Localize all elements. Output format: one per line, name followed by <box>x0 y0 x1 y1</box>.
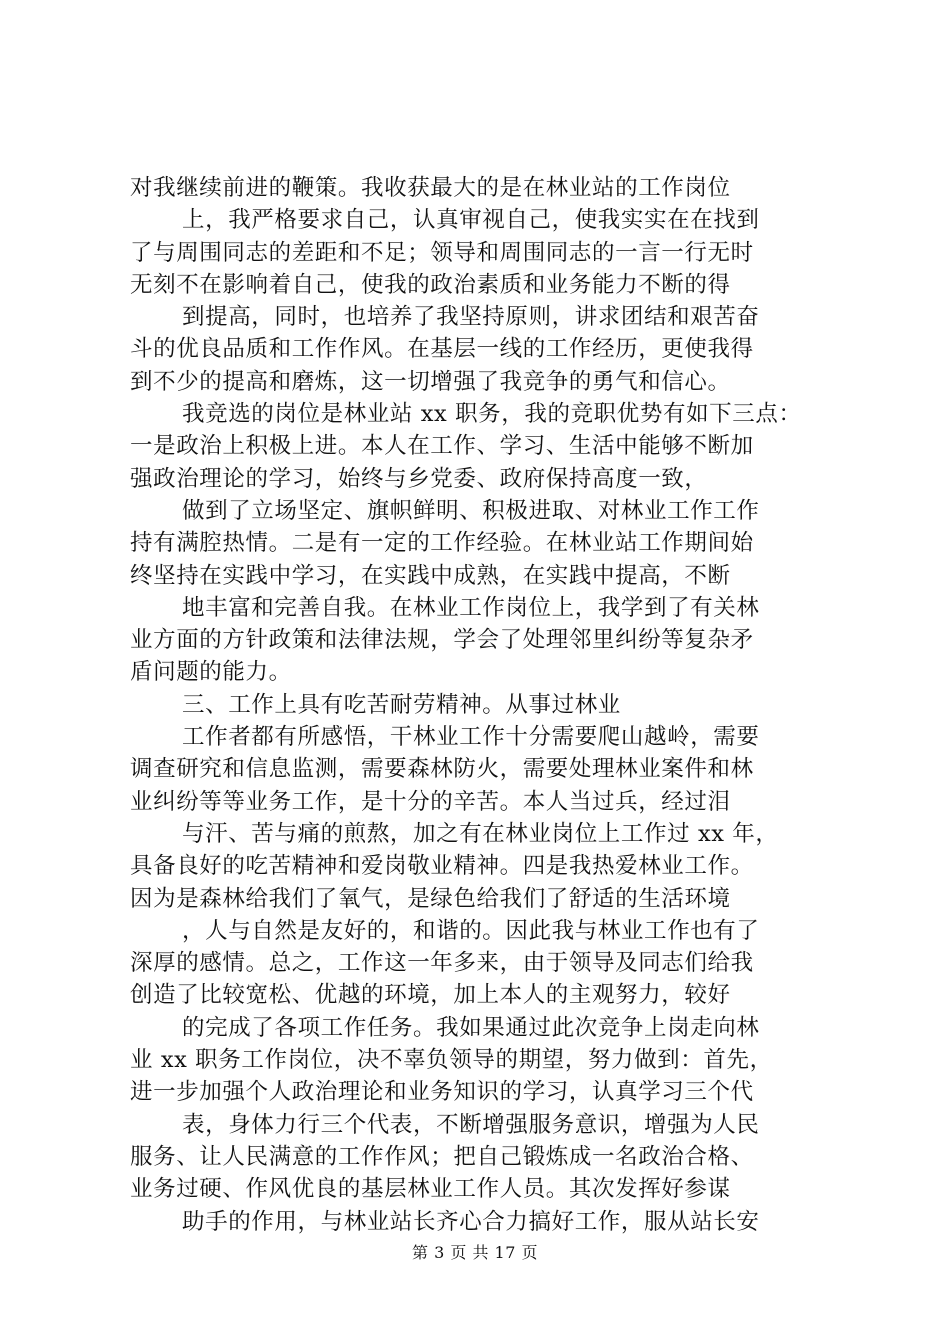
text-line: 对我继续前进的鞭策。我收获最大的是在林业站的工作岗位 <box>130 175 731 201</box>
text-line: 盾问题的能力。 <box>130 659 292 686</box>
text-line: 我竞选的岗位是林业站 xx 职务，我的竞职优势有如下三点： <box>182 401 802 428</box>
text-line: 深厚的感情。总之，工作这一年多来，由于领导及同志们给我 <box>130 950 754 977</box>
text-line: 地丰富和完善自我。在林业工作岗位上，我学到了有关林 <box>182 594 760 621</box>
text-line: 进一步加强个人政治理论和业务知识的学习，认真学习三个代 <box>130 1079 754 1106</box>
text-line: 无刻不在影响着自己，使我的政治素质和业务能力不断的得 <box>130 271 731 298</box>
text-line: 做到了立场坚定、旗帜鲜明、积极进取、对林业工作工作 <box>182 497 760 524</box>
text-line: 的完成了各项工作任务。我如果通过此次竞争上岗走向林 <box>182 1014 760 1041</box>
text-line: 到不少的提高和磨炼，这一切增强了我竞争的勇气和信心。 <box>130 368 731 395</box>
text-line: 因为是森林给我们了氧气，是绿色给我们了舒适的生活环境 <box>130 885 731 912</box>
text-line: 上，我严格要求自己，认真审视自己，使我实实在在找到 <box>182 207 760 234</box>
text-line: 了与周围同志的差距和不足；领导和周围同志的一言一行无时 <box>130 239 754 266</box>
text-line: 斗的优良品质和工作作风。在基层一线的工作经历，更使我得 <box>130 336 754 363</box>
text-line: 助手的作用，与林业站长齐心合力搞好工作，服从站长安 <box>182 1208 760 1235</box>
page-number-footer: 第 3 页 共 17 页 <box>412 1243 538 1262</box>
text-line: 服务、让人民满意的工作作风；把自己锻炼成一名政治合格、 <box>130 1143 754 1170</box>
text-line: 强政治理论的学习，始终与乡党委、政府保持高度一致， <box>130 465 708 492</box>
text-line: 业 xx 职务工作岗位，决不辜负领导的期望，努力做到：首先， <box>130 1047 773 1074</box>
text-line: 一是政治上积极上进。本人在工作、学习、生活中能够不断加 <box>130 433 754 460</box>
text-line: 三、工作上具有吃苦耐劳精神。从事过林业 <box>182 691 621 718</box>
text-line: 到提高，同时，也培养了我坚持原则，讲求团结和艰苦奋 <box>182 304 760 331</box>
text-line: 与汗、苦与痛的煎熬，加之有在林业岗位上工作过 xx 年， <box>182 820 779 847</box>
text-line: 业纠纷等等业务工作，是十分的辛苦。本人当过兵，经过泪 <box>130 788 731 815</box>
text-line: 业方面的方针政策和法律法规，学会了处理邻里纠纷等复杂矛 <box>130 627 754 654</box>
text-line: 持有满腔热情。二是有一定的工作经验。在林业站工作期间始 <box>130 530 754 557</box>
text-line: 表，身体力行三个代表，不断增强服务意识，增强为人民 <box>182 1111 760 1138</box>
text-line: 业务过硬、作风优良的基层林业工作人员。其次发挥好参谋 <box>130 1176 731 1203</box>
text-line: ，人与自然是友好的，和谐的。因此我与林业工作也有了 <box>182 917 760 944</box>
document-body <box>130 172 840 1238</box>
text-line: 调查研究和信息监测，需要森林防火，需要处理林业案件和林 <box>130 756 754 783</box>
text-line: 工作者都有所感悟，干林业工作十分需要爬山越岭，需要 <box>182 724 760 751</box>
text-line: 终坚持在实践中学习，在实践中成熟，在实践中提高，不断 <box>130 562 731 589</box>
text-line: 具备良好的吃苦精神和爱岗敬业精神。四是我热爱林业工作。 <box>130 853 754 880</box>
text-line: 创造了比较宽松、优越的环境，加上本人的主观努力，较好 <box>130 982 731 1009</box>
